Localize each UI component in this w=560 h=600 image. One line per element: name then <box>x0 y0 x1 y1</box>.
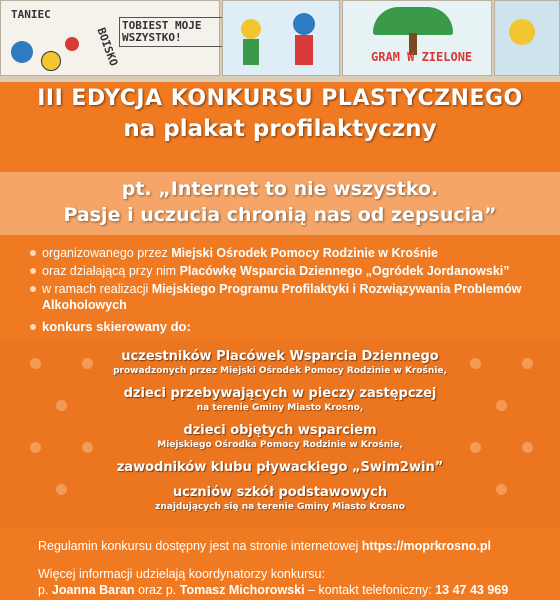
bullet-text: organizowanego przez <box>42 246 172 260</box>
contact-label: – kontakt telefoniczny: <box>304 583 436 597</box>
bullet-icon <box>30 250 36 256</box>
bullet-text: oraz działającą przy nim <box>42 264 180 278</box>
tree-icon <box>373 7 453 35</box>
drawing-outdoor <box>342 0 492 76</box>
title-line-2: na plakat profilaktyczny <box>123 116 437 142</box>
audience-title: uczestników Placówek Wsparcia Dziennego <box>121 349 439 364</box>
phone-number[interactable]: 13 47 43 969 <box>435 583 509 597</box>
bullet-text: w ramach realizacji <box>42 282 152 296</box>
audience-item <box>0 460 560 476</box>
audience-heading-text: konkurs skierowany do: <box>42 319 191 334</box>
drawing-message: TOBIEST MOJE WSZYSTKO! <box>119 17 225 47</box>
coord-joiner: oraz p. <box>134 583 180 597</box>
list-item <box>30 263 550 279</box>
regulations-line <box>38 538 548 554</box>
audience-item <box>0 349 560 377</box>
artwork-photo-strip <box>0 0 560 82</box>
audience-detail: Miejskiego Ośrodka Pomocy Rodzinie w Krośnie, <box>157 440 403 450</box>
coordinator-name: Tomasz Michorowski <box>179 583 305 597</box>
drawing-word-boisko: BOISKO <box>94 25 121 68</box>
drawing-figures <box>222 0 340 76</box>
drawing-word-gram: GRAM W ZIELONE <box>371 50 473 64</box>
organizer-list <box>30 245 550 337</box>
coordinator-name: Joanna Baran <box>51 583 135 597</box>
coordinators-line <box>38 582 548 598</box>
audience-title: dzieci objętych wsparciem <box>183 423 377 438</box>
figure-body-icon <box>243 39 259 65</box>
audience-detail: znajdujących się na terenie Gminy Miasto Krosno <box>155 502 405 512</box>
audience-title: uczniów szkół podstawowych <box>172 485 388 500</box>
bullet-bold-text: Miejski Ośrodek Pomocy Rodzinie w Krośnie <box>171 246 438 260</box>
audience-title: dzieci przebywających w pieczy zastępczej <box>123 386 437 401</box>
list-item <box>30 281 550 313</box>
theme-line-2: Pasje i uczucia chronią nas od zepsucia” <box>63 204 497 226</box>
audience-title: zawodników klubu pływackiego „Swim2win” <box>116 460 444 475</box>
audience-item <box>0 386 560 414</box>
drawing-word-taniec: TANIEC <box>11 8 51 21</box>
contest-footer <box>38 538 548 598</box>
poster-title <box>0 85 560 145</box>
bullet-icon <box>30 324 36 330</box>
figure-head-icon <box>241 19 261 39</box>
drawing-sports <box>0 0 220 76</box>
audience-list <box>0 349 560 522</box>
audience-heading <box>30 319 550 335</box>
audience-item <box>0 485 560 513</box>
audience-item <box>0 423 560 451</box>
theme-line-1: pt. „Internet to nie wszystko. <box>121 178 439 200</box>
audience-detail: na terenie Gminy Miasto Krosno, <box>196 403 364 413</box>
coordinators-intro: Więcej informacji udzielają koordynatorzy konkursu: <box>38 567 325 581</box>
figure-head-icon <box>293 13 315 35</box>
figure-body-icon <box>295 35 313 65</box>
list-item <box>30 245 550 261</box>
ball-icon <box>41 51 61 71</box>
regulations-text: Regulamin konkursu dostępny jest na stronie internetowej <box>38 539 362 553</box>
bullet-icon <box>30 268 36 274</box>
bullet-bold-text: Placówkę Wsparcia Dziennego „Ogródek Jordanowski” <box>179 264 510 278</box>
ball-icon <box>11 41 33 63</box>
contest-theme <box>0 176 560 228</box>
ball-icon <box>65 37 79 51</box>
title-line-1: III EDYCJA KONKURSU PLASTYCZNEGO <box>37 86 523 111</box>
audience-detail: prowadzonych przez Miejski Ośrodek Pomocy Rodzinie w Krośnie, <box>113 366 447 376</box>
sun-icon <box>509 19 535 45</box>
website-link[interactable]: https://moprkrosno.pl <box>361 539 491 553</box>
drawing-partial <box>494 0 560 76</box>
coord-prefix: p. <box>38 583 52 597</box>
bullet-bold-text: Miejskiego Programu Profilaktyki i Rozwiązywania Problemów Alkoholowych <box>42 282 522 312</box>
bullet-icon <box>30 286 36 292</box>
